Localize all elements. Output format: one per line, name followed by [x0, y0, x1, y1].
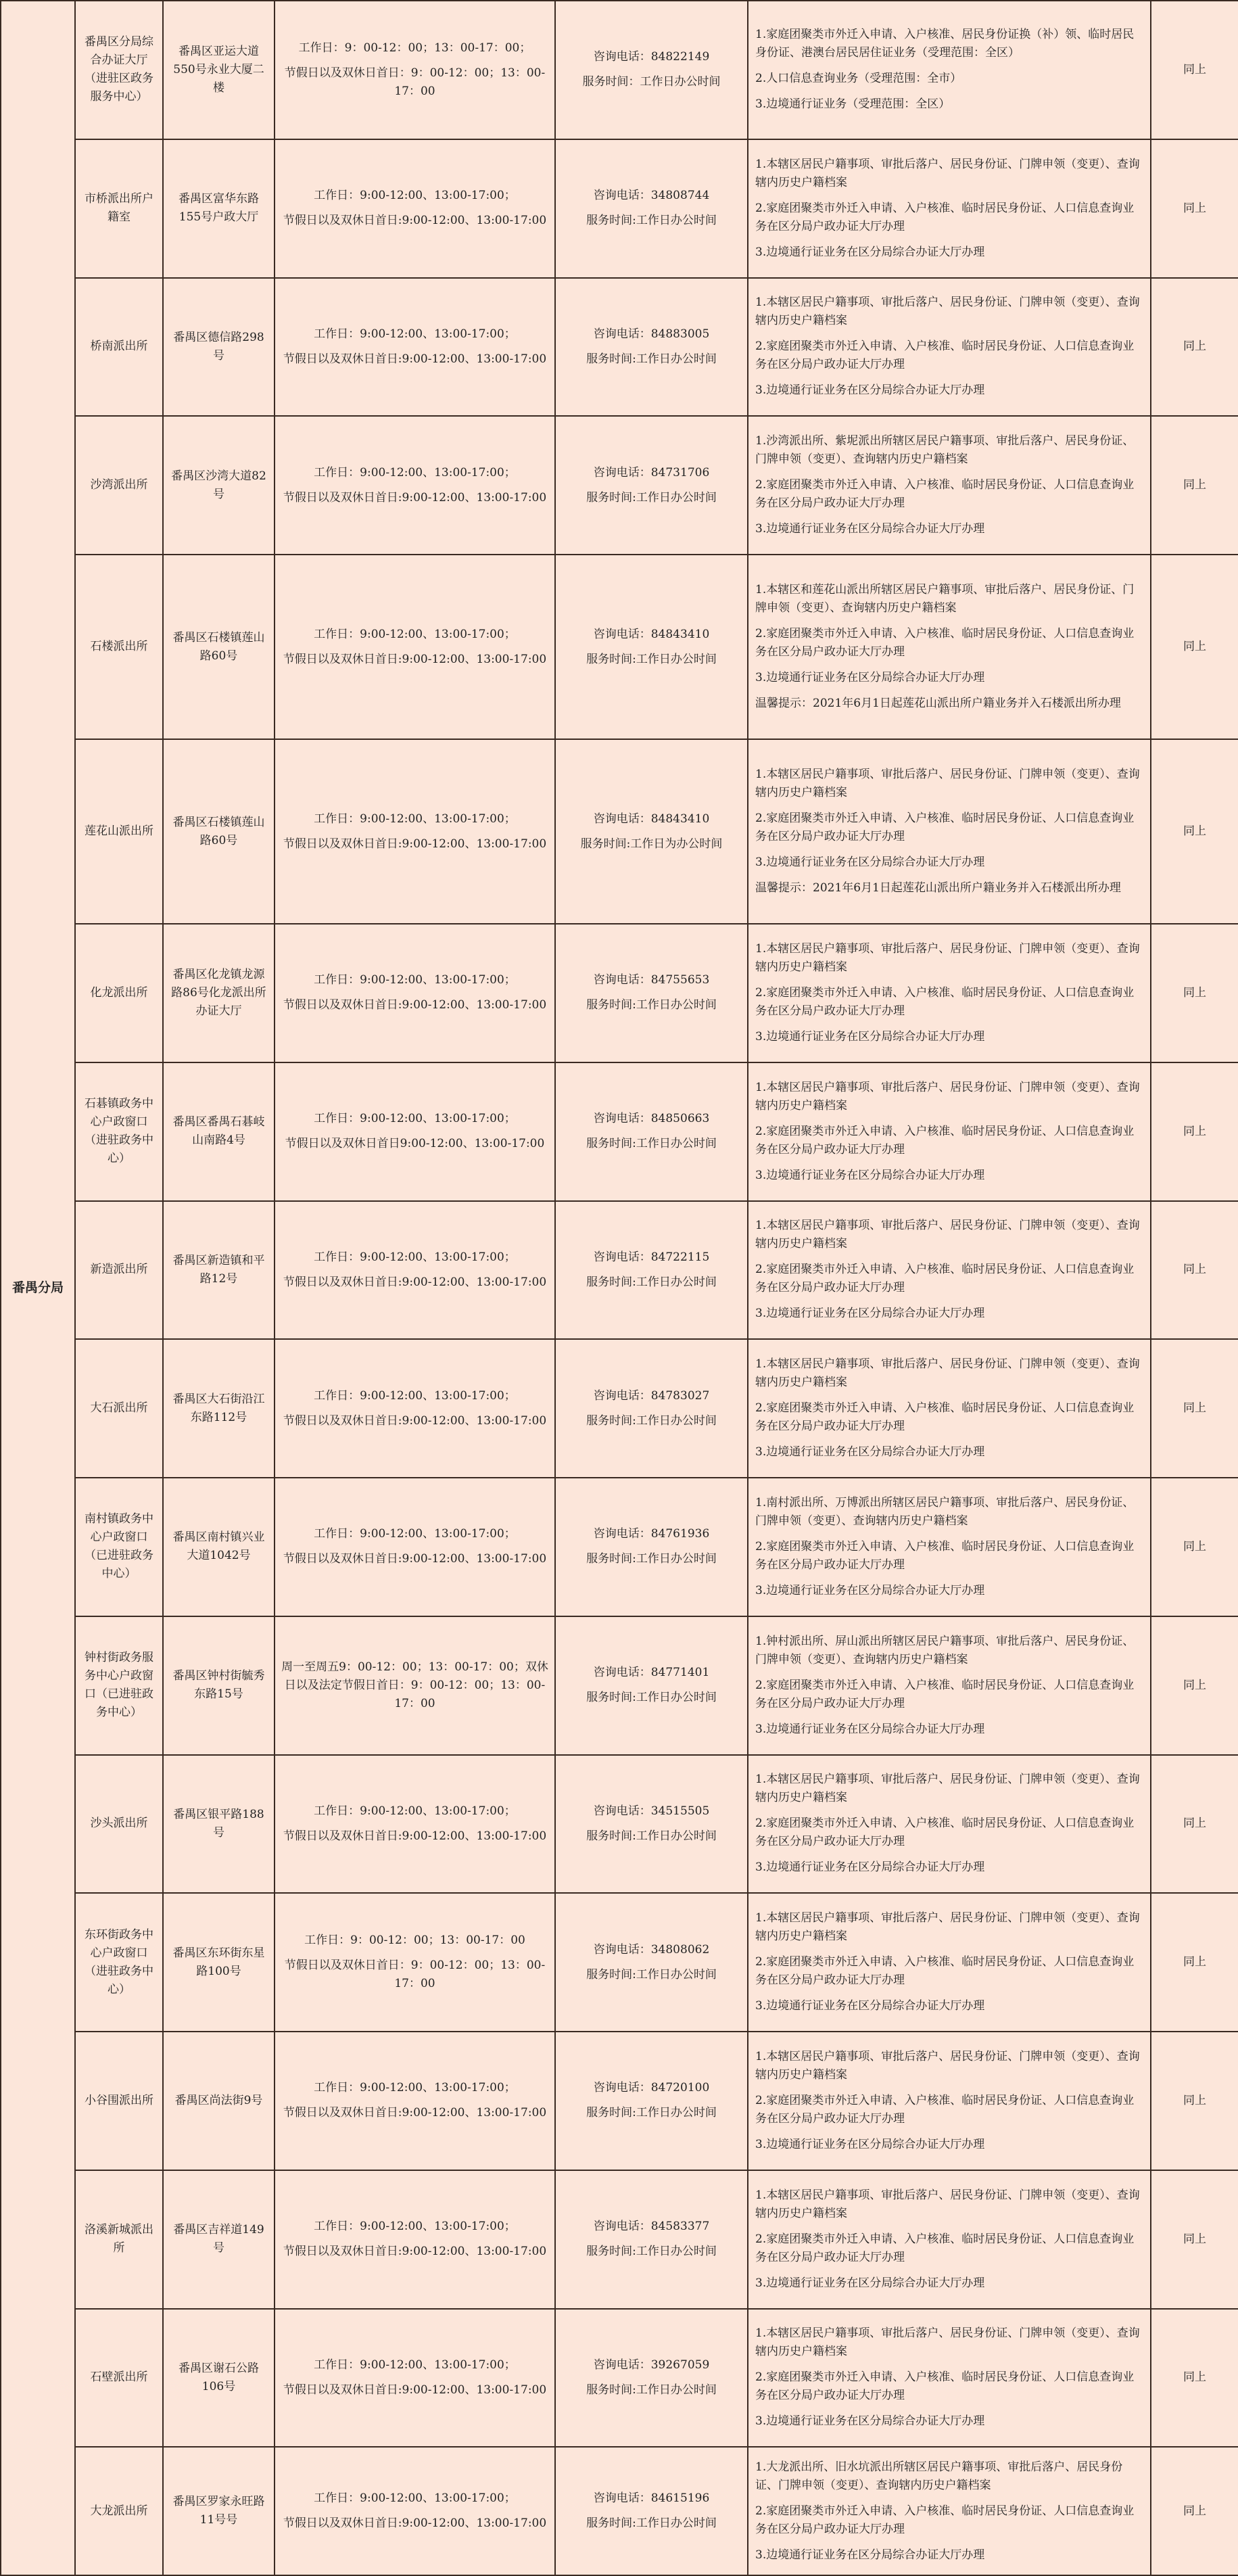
phone-number: 咨询电话：84761936: [593, 1527, 710, 1541]
contact-info: [555, 555, 748, 739]
hours-weekday: 工作日：9:00-12:00、13:00-17:00；: [314, 327, 516, 341]
office-name: 钟村街政务服务中心户政窗口（已进驻政务中心）: [75, 1616, 163, 1755]
office-address: 番禺区番禺石碁岐山南路4号: [163, 1062, 275, 1201]
contact-info: [555, 1755, 748, 1894]
office-address: 番禺区南村镇兴业大道1042号: [163, 1478, 275, 1616]
contact-info: [555, 1201, 748, 1340]
office-hours: [275, 924, 555, 1062]
office-name: 东环街政务中心户政窗口（进驻政务中心）: [75, 1893, 163, 2032]
service-list: [748, 1893, 1151, 2032]
office-hours: [275, 1616, 555, 1755]
service-item: 2.家庭团聚类市外迁入申请、入户核准、临时居民身份证、人口信息查询业务在区分局户政办证大厅办理: [755, 1678, 1135, 1710]
same-as-above: 同上: [1151, 1616, 1238, 1755]
service-time: 服务时间:工作日办公时间: [586, 1275, 717, 1289]
service-list: [748, 2032, 1151, 2170]
office-address: 番禺区银平路188号: [163, 1755, 275, 1894]
service-list: [748, 1616, 1151, 1755]
service-time: 服务时间:工作日办公时间: [586, 1552, 717, 1566]
service-item: 3.边境通行证业务在区分局综合办证大厅办理: [755, 522, 985, 536]
same-as-above: 同上: [1151, 416, 1238, 555]
service-item: 3.边境通行证业务（受理范围：全区）: [755, 97, 951, 112]
same-as-above: 同上: [1151, 1, 1238, 139]
service-item: 1.家庭团聚类市外迁入申请、入户核准、居民身份证换（补）领、临时居民身份证、港澳台居民居住证业务（受理范围：全区）: [755, 28, 1135, 60]
service-list: [748, 2309, 1151, 2448]
service-item: 1.本辖区居民户籍事项、审批后落户、居民身份证、门牌申领（变更）、查询辖内历史户籍档案: [755, 1773, 1140, 1805]
service-time: 服务时间:工作日办公时间: [586, 998, 717, 1012]
office-hours: [275, 1478, 555, 1616]
office-name: 番禺区分局综合办证大厅（进驻区政务服务中心）: [75, 1, 163, 139]
service-item: 1.本辖区居民户籍事项、审批后落户、居民身份证、门牌申领（变更）、查询辖内历史户籍档案: [755, 2188, 1140, 2220]
service-item: 温馨提示：2021年6月1日起莲花山派出所户籍业务并入石楼派出所办理: [755, 697, 1121, 710]
hours-weekday: 工作日：9:00-12:00、13:00-17:00；: [314, 1250, 516, 1264]
phone-number: 咨询电话：84850663: [593, 1112, 710, 1126]
office-address: 番禺区化龙镇龙源路86号化龙派出所办证大厅: [163, 924, 275, 1062]
service-list: [748, 2447, 1151, 2575]
service-item: 2.家庭团聚类市外迁入申请、入户核准、临时居民身份证、人口信息查询业务在区分局户政办证大厅办理: [755, 2093, 1135, 2126]
hours-weekday: 工作日：9:00-12:00、13:00-17:00；: [314, 1527, 516, 1541]
contact-info: [555, 2447, 748, 2575]
phone-number: 咨询电话：34515505: [593, 1804, 710, 1818]
hours-weekday: 工作日：9：00-12：00；13：00-17：00: [304, 1934, 525, 1948]
hours-holiday: 节假日以及双休日首日：9：00-12：00；13：00-17：00: [284, 1959, 546, 1991]
contact-info: [555, 1062, 748, 1201]
office-name: 沙头派出所: [75, 1755, 163, 1894]
same-as-above: 同上: [1151, 1339, 1238, 1478]
phone-number: 咨询电话：84731706: [593, 465, 710, 479]
service-time: 服务时间:工作日办公时间: [586, 1829, 717, 1843]
service-list: [748, 1755, 1151, 1894]
service-item: 2.家庭团聚类市外迁入申请、入户核准、临时居民身份证、人口信息查询业务在区分局户政办证大厅办理: [755, 1955, 1135, 1988]
phone-number: 咨询电话：39267059: [593, 2358, 710, 2372]
same-as-above: 同上: [1151, 2309, 1238, 2448]
office-hours: [275, 2309, 555, 2448]
service-item: 2.家庭团聚类市外迁入申请、入户核准、临时居民身份证、人口信息查询业务在区分局户政办证大厅办理: [755, 627, 1135, 659]
table-row: [1, 1893, 1238, 2032]
office-address: 番禺区大石街沿江东路112号: [163, 1339, 275, 1478]
service-item: 1.沙湾派出所、紫坭派出所辖区居民户籍事项、审批后落户、居民身份证、门牌申领（变更）、查询辖内历史户籍档案: [755, 434, 1135, 467]
hours-weekday: 工作日：9:00-12:00、13:00-17:00；: [314, 1388, 516, 1403]
service-item: 2.家庭团聚类市外迁入申请、入户核准、临时居民身份证、人口信息查询业务在区分局户政办证大厅办理: [755, 2232, 1135, 2264]
service-list: [748, 739, 1151, 924]
service-item: 1.本辖区居民户籍事项、审批后落户、居民身份证、门牌申领（变更）、查询辖内历史户籍档案: [755, 1219, 1140, 1251]
office-hours: [275, 416, 555, 555]
service-time: 服务时间:工作日办公时间: [586, 2106, 717, 2120]
service-item: 3.边境通行证业务在区分局综合办证大厅办理: [755, 1860, 985, 1875]
phone-number: 咨询电话：84583377: [593, 2220, 710, 2234]
office-address: 番禺区谢石公路106号: [163, 2309, 275, 2448]
office-hours: [275, 1339, 555, 1478]
office-address: 番禺区沙湾大道82号: [163, 416, 275, 555]
hours-weekday: 周一至周五9：00-12：00；13：00-17：00；双休日以及法定节假日首日：9：00-12：00；13：00-17：00: [281, 1660, 548, 1710]
office-address: 番禺区尚法街9号: [163, 2032, 275, 2170]
service-time: 服务时间:工作日办公时间: [586, 490, 717, 505]
office-name: 市桥派出所户籍室: [75, 139, 163, 278]
service-item: 1.大龙派出所、旧水坑派出所辖区居民户籍事项、审批后落户、居民身份证、门牌申领（变更）、查询辖内历史户籍档案: [755, 2460, 1123, 2492]
hours-holiday: 节假日以及双休日首日:9:00-12:00、13:00-17:00: [283, 2106, 547, 2120]
service-list: [748, 139, 1151, 278]
hours-weekday: 工作日：9:00-12:00、13:00-17:00；: [314, 973, 516, 987]
service-time: 服务时间:工作日办公时间: [586, 2383, 717, 2397]
table-row: [1, 1616, 1238, 1755]
service-time: 服务时间:工作日办公时间: [586, 352, 717, 366]
service-item: 3.边境通行证业务在区分局综合办证大厅办理: [755, 1307, 985, 1321]
service-item: 3.边境通行证业务在区分局综合办证大厅办理: [755, 856, 985, 869]
hours-holiday: 节假日以及双休日首日:9:00-12:00、13:00-17:00: [283, 2516, 547, 2531]
office-hours: [275, 2447, 555, 2575]
office-address: 番禺区富华东路155号户政大厅: [163, 139, 275, 278]
hours-weekday: 工作日：9:00-12:00、13:00-17:00；: [314, 2491, 516, 2506]
same-as-above: 同上: [1151, 1201, 1238, 1340]
office-hours: [275, 1, 555, 139]
phone-number: 咨询电话：34808744: [593, 189, 710, 203]
table-row: [1, 139, 1238, 278]
hours-weekday: 工作日：9:00-12:00、13:00-17:00；: [314, 1112, 516, 1126]
service-list: [748, 278, 1151, 417]
phone-number: 咨询电话：84615196: [593, 2491, 710, 2506]
same-as-above: 同上: [1151, 278, 1238, 417]
office-name: 石碁镇政务中心户政窗口（进驻政务中心）: [75, 1062, 163, 1201]
table-row: [1, 739, 1238, 924]
hours-holiday: 节假日以及双休日首日:9:00-12:00、13:00-17:00: [283, 1413, 547, 1428]
service-item: 1.本辖区居民户籍事项、审批后落户、居民身份证、门牌申领（变更）、查询辖内历史户籍档案: [755, 941, 1140, 974]
hours-holiday: 节假日以及双休日首日:9:00-12:00、13:00-17:00: [283, 1275, 547, 1289]
service-item: 3.边境通行证业务在区分局综合办证大厅办理: [755, 2276, 985, 2290]
contact-info: [555, 2032, 748, 2170]
service-item: 1.本辖区居民户籍事项、审批后落户、居民身份证、门牌申领（变更）、查询辖内历史户籍档案: [755, 157, 1140, 189]
table-row: [1, 2032, 1238, 2170]
office-name: 大石派出所: [75, 1339, 163, 1478]
service-time: 服务时间:工作日办公时间: [586, 1137, 717, 1151]
service-time: 服务时间:工作日办公时间: [586, 1967, 717, 1982]
office-name: 莲花山派出所: [75, 739, 163, 924]
hours-holiday: 节假日以及双休日首日:9:00-12:00、13:00-17:00: [283, 998, 547, 1012]
same-as-above: 同上: [1151, 1755, 1238, 1894]
phone-number: 咨询电话：84722115: [593, 1250, 710, 1264]
service-item: 2.家庭团聚类市外迁入申请、入户核准、临时居民身份证、人口信息查询业务在区分局户政办证大厅办理: [755, 1539, 1135, 1572]
service-item: 2.家庭团聚类市外迁入申请、入户核准、临时居民身份证、人口信息查询业务在区分局户政办证大厅办理: [755, 1263, 1135, 1295]
service-item: 2.家庭团聚类市外迁入申请、入户核准、临时居民身份证、人口信息查询业务在区分局户政办证大厅办理: [755, 201, 1135, 233]
service-item: 3.边境通行证业务在区分局综合办证大厅办理: [755, 1029, 985, 1044]
hours-weekday: 工作日：9:00-12:00、13:00-17:00；: [314, 2220, 516, 2234]
service-item: 3.边境通行证业务在区分局综合办证大厅办理: [755, 1445, 985, 1459]
phone-number: 咨询电话：84771401: [593, 1666, 710, 1680]
office-name: 沙湾派出所: [75, 416, 163, 555]
service-item: 1.本辖区居民户籍事项、审批后落户、居民身份证、门牌申领（变更）、查询辖内历史户籍档案: [755, 2049, 1140, 2082]
office-hours: [275, 2170, 555, 2309]
table-row: [1, 924, 1238, 1062]
office-name: 大龙派出所: [75, 2447, 163, 2575]
hours-holiday: 节假日以及双休日首日:9:00-12:00、13:00-17:00: [283, 490, 547, 505]
same-as-above: 同上: [1151, 924, 1238, 1062]
hours-weekday: 工作日：9:00-12:00、13:00-17:00；: [314, 1804, 516, 1818]
service-list: [748, 555, 1151, 739]
service-item: 2.家庭团聚类市外迁入申请、入户核准、临时居民身份证、人口信息查询业务在区分局户政办证大厅办理: [755, 2370, 1135, 2403]
hours-weekday: 工作日：9:00-12:00、13:00-17:00；: [314, 627, 516, 641]
phone-number: 咨询电话：84843410: [593, 812, 710, 826]
same-as-above: 同上: [1151, 1062, 1238, 1201]
service-item: 1.本辖区居民户籍事项、审批后落户、居民身份证、门牌申领（变更）、查询辖内历史户籍档案: [755, 296, 1140, 328]
hours-holiday: 节假日以及双休日首日:9:00-12:00、13:00-17:00: [283, 352, 547, 366]
same-as-above: 同上: [1151, 739, 1238, 924]
phone-number: 咨询电话：84843410: [593, 627, 710, 641]
contact-info: [555, 739, 748, 924]
service-item: 3.边境通行证业务在区分局综合办证大厅办理: [755, 1722, 985, 1736]
same-as-above: 同上: [1151, 1893, 1238, 2032]
service-item: 3.边境通行证业务在区分局综合办证大厅办理: [755, 671, 985, 684]
service-item: 1.本辖区居民户籍事项、审批后落户、居民身份证、门牌申领（变更）、查询辖内历史户籍档案: [755, 1357, 1140, 1390]
hours-holiday: 节假日以及双休日首日9:00-12:00、13:00-17:00: [285, 1137, 545, 1151]
office-name: 小谷围派出所: [75, 2032, 163, 2170]
table-row: [1, 2309, 1238, 2448]
table-row: [1, 1, 1238, 139]
hours-weekday: 工作日：9:00-12:00、13:00-17:00；: [314, 465, 516, 479]
service-time: 服务时间:工作日办公时间: [586, 1413, 717, 1428]
service-item: 3.边境通行证业务在区分局综合办证大厅办理: [755, 383, 985, 398]
hours-weekday: 工作日：9:00-12:00、13:00-17:00；: [314, 189, 516, 203]
service-item: 1.本辖区居民户籍事项、审批后落户、居民身份证、门牌申领（变更）、查询辖内历史户籍档案: [755, 2326, 1140, 2359]
service-item: 2.家庭团聚类市外迁入申请、入户核准、临时居民身份证、人口信息查询业务在区分局户政办证大厅办理: [755, 1124, 1135, 1156]
office-hours: [275, 2032, 555, 2170]
table-row: [1, 555, 1238, 739]
table-body: [1, 1, 1238, 2575]
contact-info: [555, 139, 748, 278]
service-item: 2.人口信息查询业务（受理范围：全市）: [755, 72, 962, 86]
phone-number: 咨询电话：84822149: [593, 50, 710, 64]
same-as-above: 同上: [1151, 1478, 1238, 1616]
phone-number: 咨询电话：84783027: [593, 1388, 710, 1403]
service-item: 3.边境通行证业务在区分局综合办证大厅办理: [755, 2548, 985, 2562]
service-item: 2.家庭团聚类市外迁入申请、入户核准、临时居民身份证、人口信息查询业务在区分局户政办证大厅办理: [755, 1401, 1135, 1434]
contact-info: [555, 2170, 748, 2309]
service-item: 3.边境通行证业务在区分局综合办证大厅办理: [755, 1999, 985, 2013]
hours-holiday: 节假日以及双休日首日:9:00-12:00、13:00-17:00: [283, 1552, 547, 1566]
phone-number: 咨询电话：84720100: [593, 2081, 710, 2095]
office-name: 石壁派出所: [75, 2309, 163, 2448]
table-row: [1, 1755, 1238, 1894]
contact-info: [555, 2309, 748, 2448]
service-item: 温馨提示：2021年6月1日起莲花山派出所户籍业务并入石楼派出所办理: [755, 881, 1121, 895]
table-row: [1, 2447, 1238, 2575]
contact-info: [555, 1616, 748, 1755]
office-address: 番禺区东环街东星路100号: [163, 1893, 275, 2032]
office-address: 番禺区罗家永旺路11号号: [163, 2447, 275, 2575]
service-item: 1.本辖区居民户籍事项、审批后落户、居民身份证、门牌申领（变更）、查询辖内历史户籍档案: [755, 1080, 1140, 1113]
service-list: [748, 2170, 1151, 2309]
table-row: [1, 2170, 1238, 2309]
contact-info: [555, 1478, 748, 1616]
service-list: [748, 1062, 1151, 1201]
office-hours: [275, 1893, 555, 2032]
office-hours: [275, 555, 555, 739]
service-time: 服务时间:工作日办公时间: [586, 1691, 717, 1705]
service-item: 2.家庭团聚类市外迁入申请、入户核准、临时居民身份证、人口信息查询业务在区分局户政办证大厅办理: [755, 812, 1135, 843]
contact-info: [555, 1, 748, 139]
same-as-above: 同上: [1151, 2032, 1238, 2170]
hours-holiday: 节假日以及双休日首日:9:00-12:00、13:00-17:00: [283, 1829, 547, 1843]
hours-holiday: 节假日以及双休日首日:9:00-12:00、13:00-17:00: [283, 652, 547, 666]
service-item: 2.家庭团聚类市外迁入申请、入户核准、临时居民身份证、人口信息查询业务在区分局户政办证大厅办理: [755, 2504, 1135, 2536]
service-item: 2.家庭团聚类市外迁入申请、入户核准、临时居民身份证、人口信息查询业务在区分局户政办证大厅办理: [755, 985, 1135, 1018]
phone-number: 咨询电话：84755653: [593, 973, 710, 987]
hours-weekday: 工作日：9:00-12:00、13:00-17:00；: [314, 2358, 516, 2372]
hours-holiday: 节假日以及双休日首日:9:00-12:00、13:00-17:00: [283, 837, 547, 851]
service-item: 1.钟村派出所、屏山派出所辖区居民户籍事项、审批后落户、居民身份证、门牌申领（变更）、查询辖内历史户籍档案: [755, 1634, 1135, 1666]
phone-number: 咨询电话：84883005: [593, 327, 710, 341]
bureau-name: 番禺分局: [1, 1, 75, 2575]
office-address: 番禺区新造镇和平路12号: [163, 1201, 275, 1340]
service-item: 2.家庭团聚类市外迁入申请、入户核准、临时居民身份证、人口信息查询业务在区分局户政办证大厅办理: [755, 478, 1135, 511]
table-row: [1, 1478, 1238, 1616]
service-list: [748, 1478, 1151, 1616]
office-name: 南村镇政务中心户政窗口（已进驻政务中心）: [75, 1478, 163, 1616]
service-list: [748, 1201, 1151, 1340]
hours-holiday: 节假日以及双休日首日:9:00-12:00、13:00-17:00: [283, 214, 547, 228]
hours-weekday: 工作日：9:00-12:00、13:00-17:00；: [314, 2081, 516, 2095]
contact-info: [555, 416, 748, 555]
service-item: 2.家庭团聚类市外迁入申请、入户核准、临时居民身份证、人口信息查询业务在区分局户政办证大厅办理: [755, 1817, 1135, 1849]
office-hours: [275, 139, 555, 278]
office-address: 番禺区钟村街毓秀东路15号: [163, 1616, 275, 1755]
same-as-above: 同上: [1151, 139, 1238, 278]
office-address: 番禺区德信路298号: [163, 278, 275, 417]
service-item: 3.边境通行证业务在区分局综合办证大厅办理: [755, 1168, 985, 1182]
hours-holiday: 节假日以及双休日首日:9:00-12:00、13:00-17:00: [283, 2383, 547, 2397]
service-item: 1.南村派出所、万博派出所辖区居民户籍事项、审批后落户、居民身份证、门牌申领（变更）、查询辖内历史户籍档案: [755, 1495, 1135, 1528]
office-name: 新造派出所: [75, 1201, 163, 1340]
office-address: 番禺区石楼镇莲山路60号: [163, 739, 275, 924]
office-address: 番禺区亚运大道550号永业大厦二楼: [163, 1, 275, 139]
table-row: [1, 1062, 1238, 1201]
office-hours: [275, 1755, 555, 1894]
office-address: 番禺区吉祥道149号: [163, 2170, 275, 2309]
phone-number: 咨询电话：34808062: [593, 1942, 710, 1957]
service-time: 服务时间:工作日办公时间: [586, 2245, 717, 2259]
service-time: 服务时间:工作日办公时间: [586, 214, 717, 228]
service-time: 服务时间:工作日办公时间: [586, 2516, 717, 2531]
service-list: [748, 1339, 1151, 1478]
table-row: [1, 416, 1238, 555]
same-as-above: 同上: [1151, 555, 1238, 739]
service-list: [748, 924, 1151, 1062]
office-address: 番禺区石楼镇莲山路60号: [163, 555, 275, 739]
office-hours: [275, 1201, 555, 1340]
service-item: 3.边境通行证业务在区分局综合办证大厅办理: [755, 1583, 985, 1597]
hours-holiday: 节假日以及双休日首日：9：00-12：00；13：00-17：00: [284, 66, 546, 98]
contact-info: [555, 1893, 748, 2032]
service-item: 1.本辖区居民户籍事项、审批后落户、居民身份证、门牌申领（变更）、查询辖内历史户籍档案: [755, 1911, 1140, 1944]
contact-info: [555, 1339, 748, 1478]
service-item: 1.本辖区居民户籍事项、审批后落户、居民身份证、门牌申领（变更）、查询辖内历史户籍档案: [755, 768, 1140, 799]
service-time: 服务时间:工作日为办公时间: [580, 837, 723, 851]
office-name: 桥南派出所: [75, 278, 163, 417]
same-as-above: 同上: [1151, 2170, 1238, 2309]
same-as-above: 同上: [1151, 2447, 1238, 2575]
table-row: [1, 278, 1238, 417]
service-item: 3.边境通行证业务在区分局综合办证大厅办理: [755, 2137, 985, 2151]
hours-weekday: 工作日：9:00-12:00、13:00-17:00；: [314, 812, 516, 826]
office-hours: [275, 1062, 555, 1201]
service-item: 3.边境通行证业务在区分局综合办证大厅办理: [755, 2414, 985, 2429]
office-name: 石楼派出所: [75, 555, 163, 739]
service-item: 3.边境通行证业务在区分局综合办证大厅办理: [755, 245, 985, 259]
service-list: [748, 1, 1151, 139]
table-row: [1, 1201, 1238, 1340]
service-item: 2.家庭团聚类市外迁入申请、入户核准、临时居民身份证、人口信息查询业务在区分局户政办证大厅办理: [755, 339, 1135, 372]
table-row: [1, 1339, 1238, 1478]
hours-weekday: 工作日：9：00-12：00；13：00-17：00；: [298, 41, 531, 55]
contact-info: [555, 924, 748, 1062]
service-item: 1.本辖区和莲花山派出所辖区居民户籍事项、审批后落户、居民身份证、门牌申领（变更）、查询辖内历史户籍档案: [755, 583, 1135, 615]
office-hours: [275, 739, 555, 924]
office-hours: [275, 278, 555, 417]
contact-info: [555, 278, 748, 417]
service-time: 服务时间:工作日办公时间: [586, 652, 717, 666]
service-list: [748, 416, 1151, 555]
office-name: 化龙派出所: [75, 924, 163, 1062]
hours-holiday: 节假日以及双休日首日:9:00-12:00、13:00-17:00: [283, 2245, 547, 2259]
service-time: 服务时间：工作日办公时间: [582, 75, 721, 89]
office-name: 洛溪新城派出所: [75, 2170, 163, 2309]
